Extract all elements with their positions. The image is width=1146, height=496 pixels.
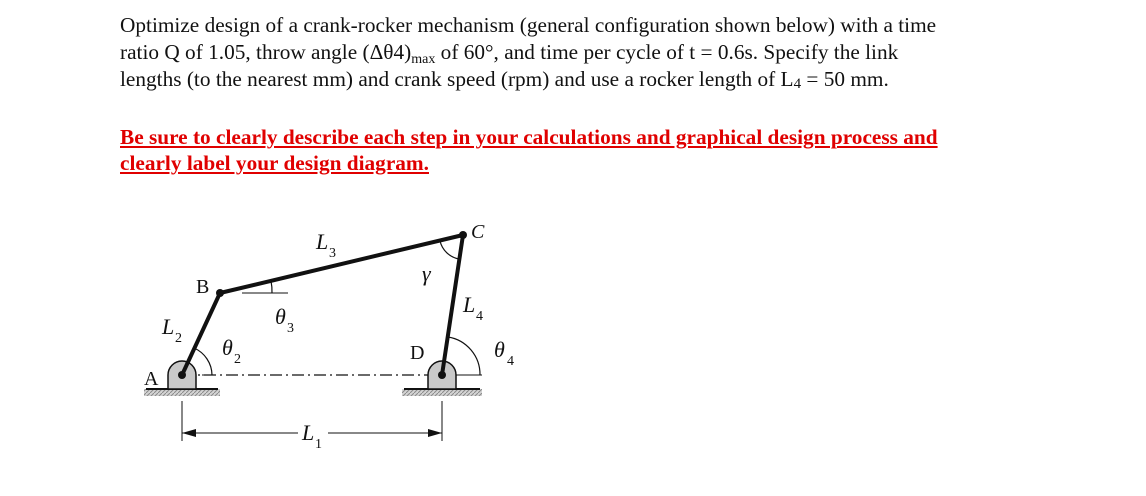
crank-rocker-diagram xyxy=(130,205,550,460)
problem-line-1: Optimize design of a crank-rocker mechanism (general configuration shown below) with a time xyxy=(120,13,937,37)
gamma-arc xyxy=(440,241,459,259)
label-gamma: γ xyxy=(422,261,431,286)
instruction-note xyxy=(120,124,1130,176)
theta3-arc xyxy=(271,281,272,293)
label-l1-sub: 1 xyxy=(315,437,322,452)
label-a: A xyxy=(144,368,159,390)
label-theta2: θ xyxy=(222,335,233,360)
joint-c xyxy=(459,231,467,239)
problem-line-2-start: ratio Q of 1.05, throw angle (Δθ4) xyxy=(120,40,412,64)
problem-line-2-subscript: max xyxy=(411,52,436,67)
label-theta2-sub: 2 xyxy=(234,352,241,367)
problem-line-3-start: lengths (to the nearest mm) and crank speed (rpm) and use a rocker length of L xyxy=(120,67,794,91)
label-l3: L xyxy=(316,229,329,254)
label-b: B xyxy=(196,276,210,298)
label-theta3-sub: 3 xyxy=(287,321,294,336)
l1-arrow-left xyxy=(182,429,196,437)
label-l3-sub: 3 xyxy=(329,246,336,261)
label-l4: L xyxy=(463,292,476,317)
note-line-2: clearly label your design diagram. xyxy=(120,151,429,175)
problem-line-2-end: of 60°, and time per cycle of t = 0.6s. Specify the link xyxy=(435,40,899,64)
joint-b xyxy=(216,289,224,297)
link-l4-rocker xyxy=(442,235,463,375)
problem-line-3-end: = 50 mm. xyxy=(801,67,889,91)
theta2-arc xyxy=(194,348,212,375)
problem-line-3 xyxy=(120,66,1130,93)
problem-line-2 xyxy=(120,39,1130,66)
label-l4-sub: 4 xyxy=(476,309,483,324)
label-l2: L xyxy=(162,314,175,339)
note-line-1: Be sure to clearly describe each step in your calculations and graphical design process and xyxy=(120,125,938,149)
label-l1: L xyxy=(302,420,315,445)
label-theta4-sub: 4 xyxy=(507,354,514,369)
label-theta3: θ xyxy=(275,304,286,329)
label-l2-sub: 2 xyxy=(175,331,182,346)
label-theta4: θ xyxy=(494,337,505,362)
l1-arrow-right xyxy=(428,429,442,437)
link-l2-crank xyxy=(182,293,220,375)
problem-statement xyxy=(120,12,1130,93)
problem-line-3-subscript: 4 xyxy=(793,76,802,92)
label-d: D xyxy=(410,342,425,364)
label-c: C xyxy=(471,221,485,243)
